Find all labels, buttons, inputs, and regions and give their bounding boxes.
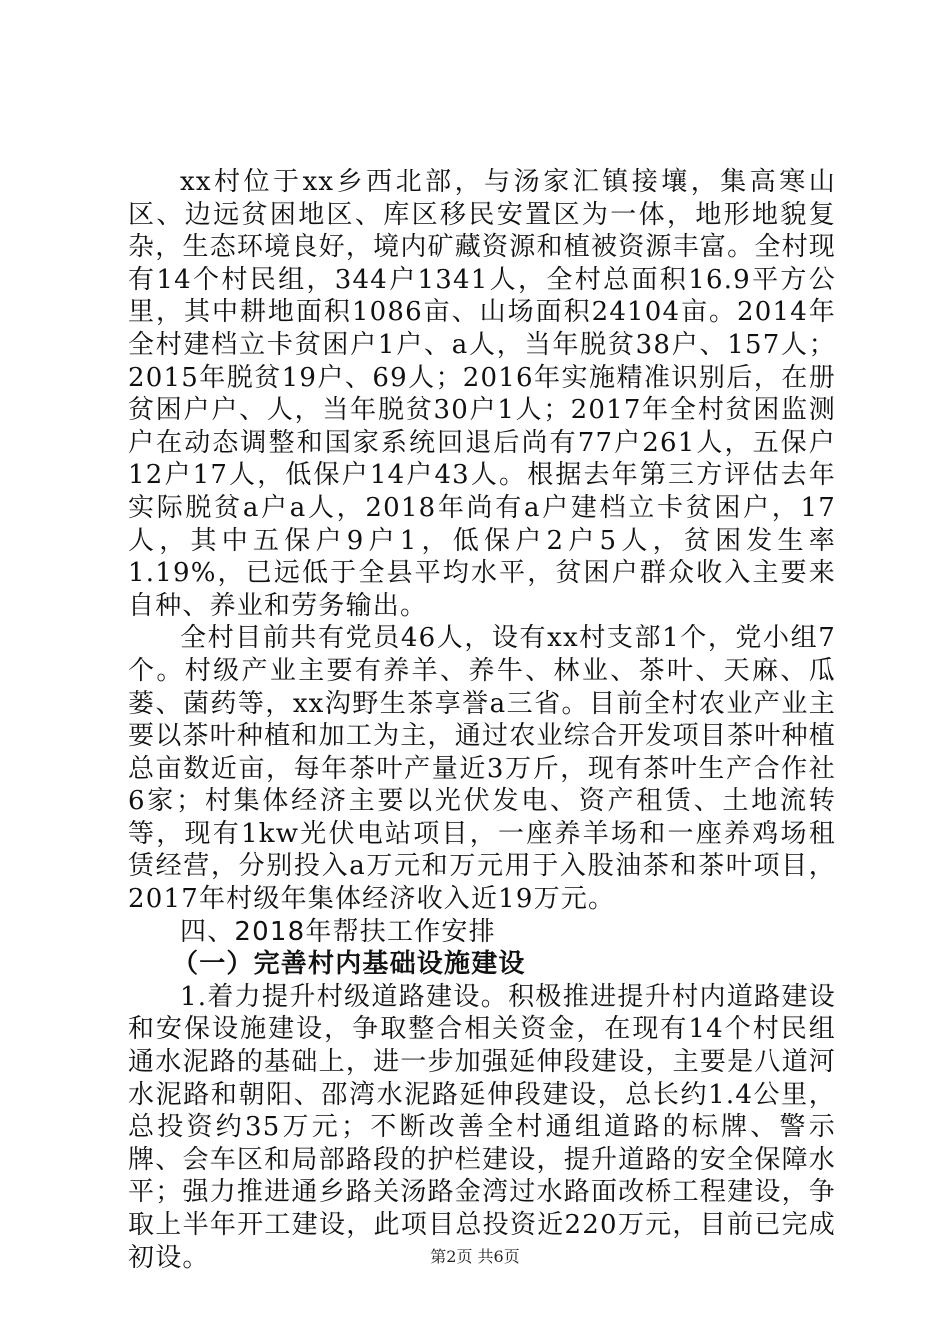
paragraph-party-industry: 全村目前共有党员46人，设有xx村支部1个，党小组7个。村级产业主要有养羊、养牛、林业、茶叶、天麻、瓜蒌、菌药等，xx沟野生茶享誉a三省。目前全村农业产业主要以茶叶种植和加工为主，通过农业综合开发项目茶叶种植总亩数近亩，每年茶叶产量近3万斤，现有茶叶生产合作社6家；村集体经济主要以光伏发电、资产租赁、土地流转等，现有1kw光伏电站项目，一座养羊场和一座养鸡场租赁经营，分别投入a万元和万元用于入股油茶和茶叶项目，2017年村级年集体经济收入近19万元。	[128, 623, 836, 915]
paragraph-village-overview: xx村位于xx乡西北部，与汤家汇镇接壤，集高寒山区、边远贫困地区、库区移民安置区为一体，地形地貌复杂，生态环境良好，境内矿藏资源和植被资源丰富。全村现有14个村民组，344户1341人，全村总面积16.9平方公里，其中耕地面积1086亩、山场面积24104亩。2014年全村建档立卡贫困户1户、a人，当年脱贫38户、157人；2015年脱贫19户、69人；2016年实施精准识别后，在册贫困户户、人，当年脱贫30户1人；2017年全村贫困监测户在动态调整和国家系统回退后尚有77户261人，五保户12户17人，低保户14户43人。根据去年第三方评估去年实际脱贫a户a人，2018年尚有a户建档立卡贫困户，17人，其中五保户9户1，低保户2户5人，贫困发生率1.19%，已远低于全县平均水平，贫困户群众收入主要来自种、养业和劳务输出。	[128, 167, 836, 621]
document-body	[128, 166, 836, 1274]
section-heading: 四、2018年帮扶工作安排	[180, 916, 496, 947]
subsection-heading: （一）完善村内基础设施建设	[172, 949, 526, 980]
paragraph-road-construction: 1.着力提升村级道路建设。积极推进提升村内道路建设和安保设施建设，争取整合相关资金，在现有14个村民组通水泥路的基础上，进一步加强延伸段建设，主要是八道河水泥路和朝阳、邵湾水泥路延伸段建设，总长约1.4公里，总投资约35万元；不断改善全村通组道路的标牌、警示牌、会车区和局部路段的护栏建设，提升道路的安全保障水平；强力推进通乡路关汤路金湾过水路面改桥工程建设，争取上半年开工建设，此项目总投资近220万元，目前已完成初设。	[128, 981, 836, 1273]
page-footer: 第2页 共6页	[430, 1247, 520, 1266]
